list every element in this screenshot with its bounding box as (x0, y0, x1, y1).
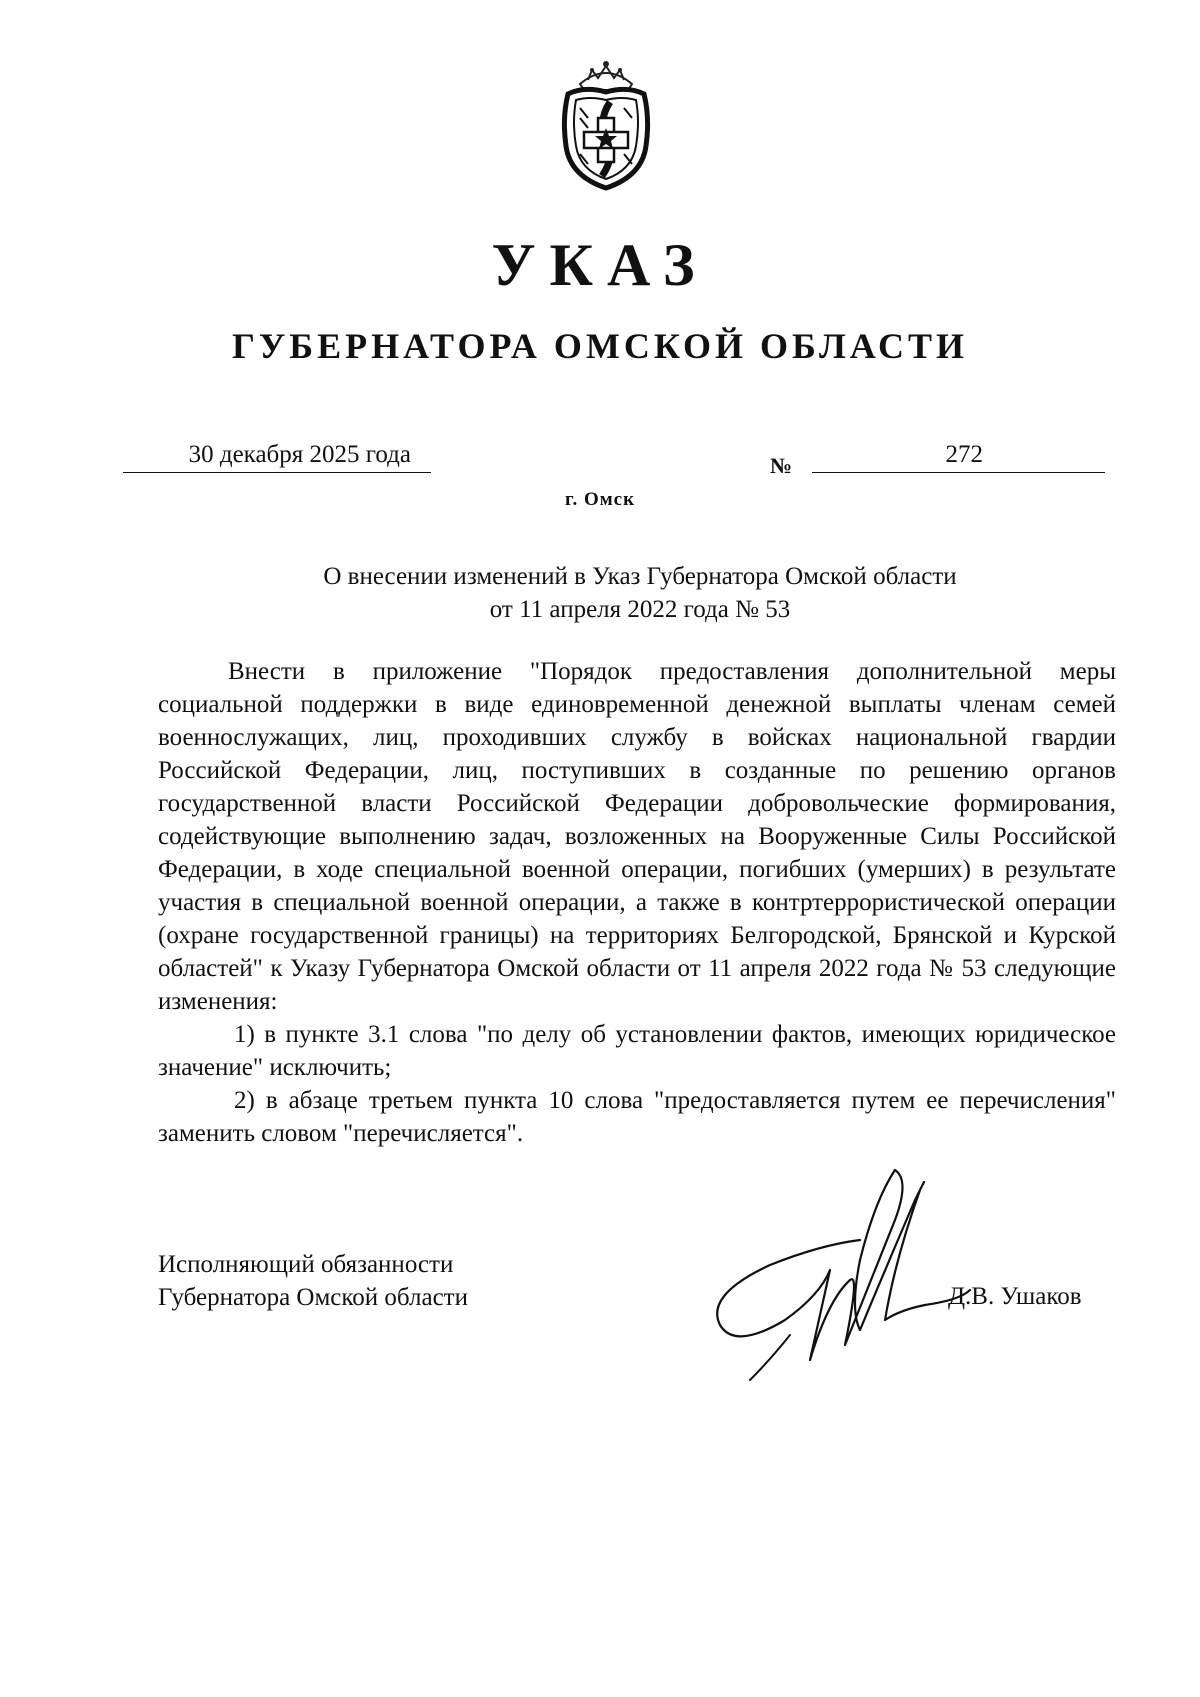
city-line: г. Омск (564, 489, 636, 510)
amendment-item-2: 2) в абзаце третьем пункта 10 слова "предоставляется путем ее перечисления" заменить словом "перечисляется". (158, 1087, 1116, 1147)
document-heading (270, 560, 1010, 626)
number-sign: № (770, 453, 793, 478)
heading-line-1: О внесении изменений в Указ Губернатора Омской области (323, 563, 957, 590)
document-body (158, 655, 1116, 1150)
document-number: 272 (945, 441, 983, 468)
signatory-name: Д.В. Ушаков (948, 1283, 1082, 1310)
heading-line-2: от 11 апреля 2022 года № 53 (489, 596, 791, 623)
date-field (123, 438, 431, 473)
document-type-title: УКАЗ (491, 232, 709, 298)
position-line-1: Исполняющий обязанности (158, 1251, 454, 1278)
intro-paragraph: Внести в приложение "Порядок предоставления дополнительной меры социальной поддержки в виде единовременной денежной выплаты членам семей военнослужащих, лиц, проходивших службу в войсках национальной гвардии Российской Федерации, лиц, поступивших в созданные по решению органов государственной власти Российской Федерации добровольческие формирования, содействующие выполнению задач, возложенных на Вооруженные Силы Российской Федерации, в ходе специальной военной операции, погибших (умерших) в результате участия в специальной военной операции, а также в контртеррористической операции (охране государственной границы) на территориях Белгородской, Брянской и Курской областей" к Указу Губернатора Омской области от 11 апреля 2022 года № 53 следующие изменения: (158, 658, 1116, 1015)
amendment-item-1: 1) в пункте 3.1 слова "по делу об установлении фактов, имеющих юридическое значение" исключить; (158, 1021, 1116, 1081)
signatory-position (158, 1248, 468, 1314)
position-line-2: Губернатора Омской области (158, 1284, 468, 1311)
document-date: 30 декабря 2025 года (188, 441, 411, 468)
number-field (812, 438, 1105, 473)
issuer-subtitle: ГУБЕРНАТОРА ОМСКОЙ ОБЛАСТИ (231, 326, 969, 366)
coat-of-arms-emblem (558, 58, 654, 192)
